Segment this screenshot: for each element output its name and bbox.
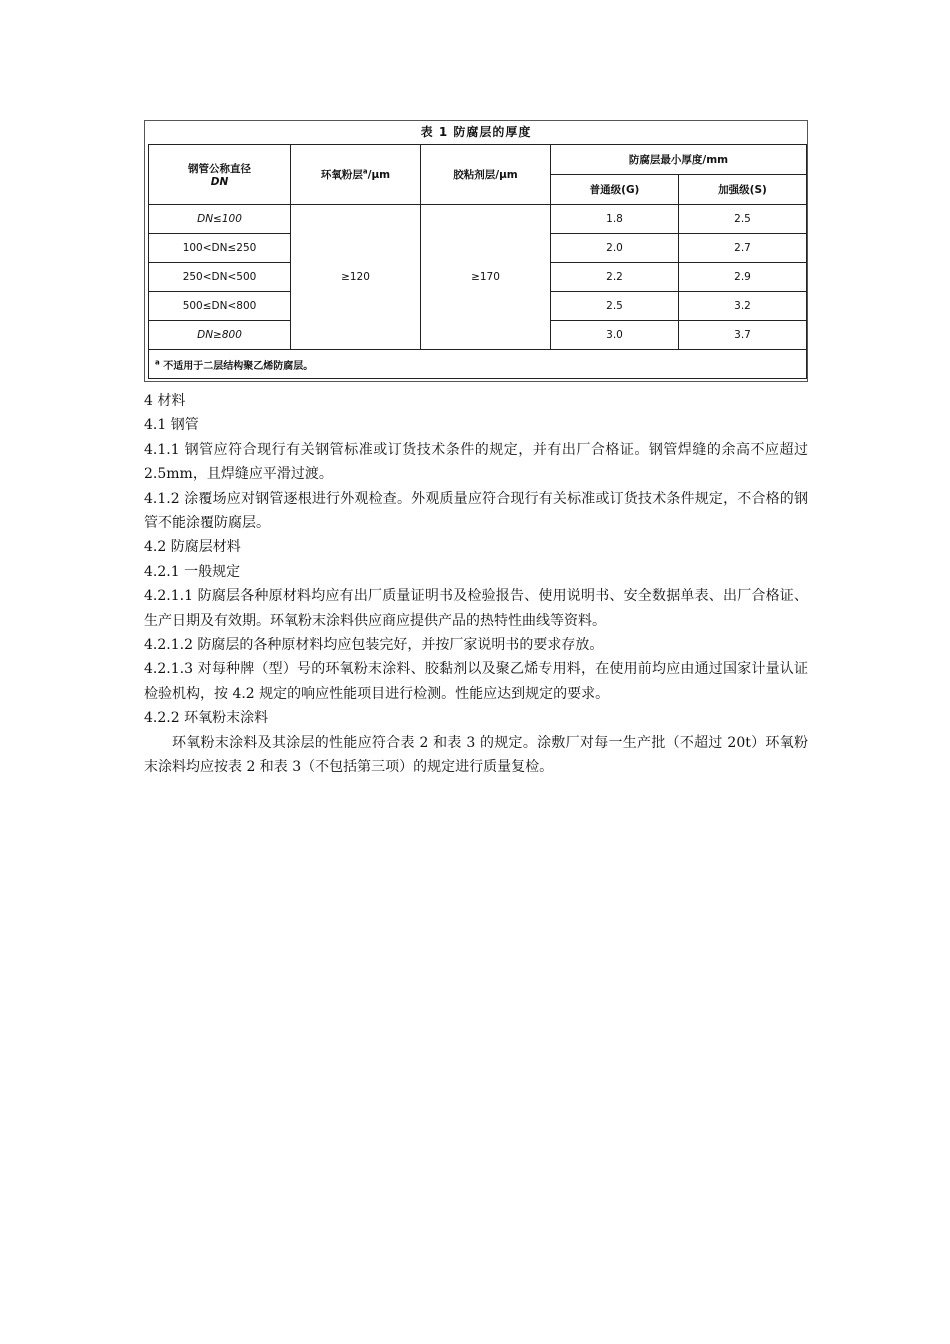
footnote-text: 不适用于二层结构聚乙烯防腐层。 (163, 360, 314, 372)
table-note-row (149, 350, 807, 379)
header-dn (149, 145, 291, 205)
thickness-table (148, 144, 807, 379)
header-reinforced-grade: 加强级(S) (679, 175, 807, 205)
cell-dn: 250<DN<500 (149, 263, 291, 292)
clause-paragraph: 4.1.2 涂覆场应对钢管逐根进行外观检查。外观质量应符合现行有关标准或订货技术条件规定，不合格的钢管不能涂覆防腐层。 (144, 490, 808, 532)
cell-dn: DN≤100 (149, 205, 291, 234)
cell-reinforced: 3.2 (679, 292, 807, 321)
cell-dn: DN≥800 (149, 321, 291, 350)
table-footnote (149, 350, 807, 379)
cell-reinforced: 2.5 (679, 205, 807, 234)
header-epoxy-label: 环氧粉层 (320, 169, 363, 181)
subsection-heading: 4.2 防腐层材料 (144, 539, 241, 556)
cell-reinforced: 3.7 (679, 321, 807, 350)
header-min-thickness: 防腐层最小厚度/mm (551, 145, 807, 175)
cell-normal: 3.0 (551, 321, 679, 350)
subsection-heading: 4.2.2 环氧粉末涂料 (144, 710, 269, 727)
table-row (149, 205, 807, 234)
cell-dn: 500≤DN<800 (149, 292, 291, 321)
cell-dn: 100<DN≤250 (149, 234, 291, 263)
cell-normal: 1.8 (551, 205, 679, 234)
table-header-row (149, 145, 807, 175)
subsection-heading: 4.1 钢管 (144, 417, 199, 434)
header-normal-grade: 普通级(G) (551, 175, 679, 205)
footnote-mark: a (155, 358, 160, 367)
section-heading: 4 材料 (144, 393, 186, 409)
body-paragraph: 环氧粉末涂料及其涂层的性能应符合表 2 和表 3 的规定。涂敷厂对每一生产批（不超过 20t）环氧粉末涂料均应按表 2 和表 3（不包括第三项）的规定进行质量复检。 (144, 734, 808, 776)
subsection-heading: 4.2.1 一般规定 (144, 563, 241, 580)
header-epoxy-footnote-mark: a (362, 167, 368, 176)
clause-paragraph: 4.2.1.1 防腐层各种原材料均应有出厂质量证明书及检验报告、使用说明书、安全数据单表、出厂合格证、生产日期及有效期。环氧粉末涂料供应商应提供产品的热特性曲线等资料。 (144, 588, 808, 629)
header-dn-symbol: DN (210, 176, 229, 188)
header-epoxy-unit: /μm (367, 169, 391, 181)
clause-paragraph: 4.1.1 钢管应符合现行有关钢管标准或订货技术条件的规定，并有出厂合格证。钢管焊缝的余高不应超过 2.5mm，且焊缝应平滑过渡。 (144, 441, 808, 483)
cell-normal: 2.5 (551, 292, 679, 321)
header-dn-label: 钢管公称直径 (188, 163, 251, 175)
cell-normal: 2.0 (551, 234, 679, 263)
document-body (144, 389, 808, 780)
cell-epoxy-value: ≥120 (291, 205, 421, 350)
cell-reinforced: 2.9 (679, 263, 807, 292)
clause-paragraph: 4.2.1.3 对每种牌（型）号的环氧粉末涂料、胶黏剂以及聚乙烯专用料，在使用前均应由通过国家计量认证检验机构，按 4.2 规定的响应性能项目进行检测。性能应达到规定的要求。 (144, 661, 808, 702)
header-adhesive: 胶粘剂层/μm (421, 145, 551, 205)
table-title: 表 1 防腐层的厚度 (420, 125, 532, 139)
clause-paragraph: 4.2.1.2 防腐层的各种原材料均应包装完好，并按厂家说明书的要求存放。 (144, 637, 604, 654)
cell-normal: 2.2 (551, 263, 679, 292)
table-1-figure (144, 120, 808, 382)
cell-adhesive-value: ≥170 (421, 205, 551, 350)
header-epoxy (291, 145, 421, 205)
cell-reinforced: 2.7 (679, 234, 807, 263)
